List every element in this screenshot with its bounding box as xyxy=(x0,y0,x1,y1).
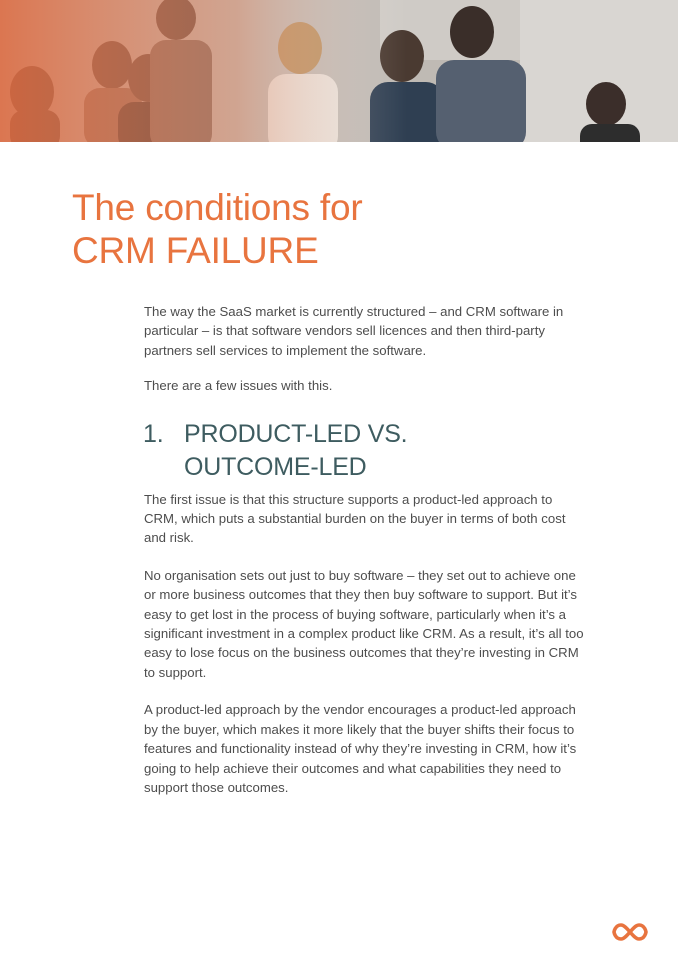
section-paragraph: No organisation sets out just to buy software – they set out to achieve one or more business outcomes that they then buy software to support. But it’s easy to get lost in the process of buying software, particularly when it’s a significant investment in a complex product like CRM. As a result, it’s all too easy to lose focus on the business outcomes that they’re investing in CRM to support. xyxy=(144,567,584,680)
team-meeting-photo-icon xyxy=(0,0,678,142)
page-title xyxy=(72,186,363,272)
infinity-logo-icon xyxy=(612,921,648,943)
title-line-1: The conditions for xyxy=(72,187,363,228)
hero-photo xyxy=(0,0,678,142)
section-heading-line-2: OUTCOME-LED xyxy=(184,452,367,481)
body-column xyxy=(144,302,589,815)
section-paragraph: The first issue is that this structure supports a product-led approach to CRM, which puts a substantial burden on the buyer in terms of both cost and risk. xyxy=(144,491,566,546)
section-heading xyxy=(143,418,589,484)
section-heading-text xyxy=(184,418,407,484)
title-line-2: CRM FAILURE xyxy=(72,230,319,271)
intro-paragraph: The way the SaaS market is currently structured – and CRM software in particular – is that software vendors sell licences and then third-party partners sell services to implement the software. xyxy=(144,304,564,358)
intro-paragraph-issues: There are a few issues with this. xyxy=(144,378,333,394)
section-paragraph: A product-led approach by the vendor encourages a product-led approach by the buyer, which makes it more likely that the buyer shifts their focus to features and functionality instead of why they’re investing in CRM, how it’s going to help achieve their outcomes and what capabilities they need to support those outcomes. xyxy=(144,702,577,795)
section-heading-line-1: PRODUCT-LED VS. xyxy=(184,419,408,448)
section-number: 1. xyxy=(143,419,164,448)
